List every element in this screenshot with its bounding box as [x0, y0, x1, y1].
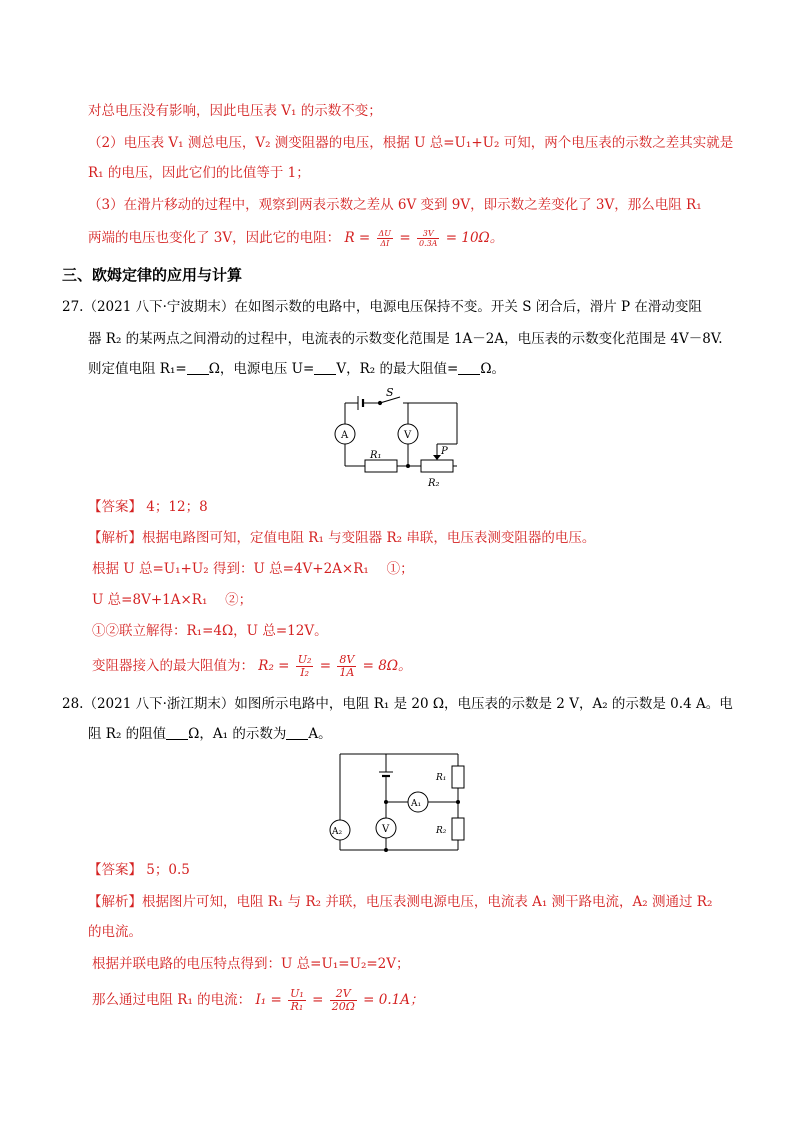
formula-result: = 0.1A；	[363, 992, 424, 1008]
switch-label: S	[386, 386, 394, 399]
answer-blank	[458, 360, 480, 375]
analysis-tag: 【解析】	[88, 530, 142, 546]
q27-analysis-3: U 总=8V+1A×R₁ ②；	[92, 592, 253, 608]
answer-text: 4；12；8	[146, 499, 208, 515]
r2-label: R₂	[428, 478, 440, 489]
answer-blank	[187, 360, 209, 375]
q27-analysis-1	[88, 528, 595, 548]
answer-tag: 【答案】	[88, 862, 142, 878]
a1-label: A₁	[411, 799, 422, 809]
formula-eq: =	[312, 992, 324, 1008]
q28-text-c: A。	[308, 726, 332, 742]
q27-answer	[88, 497, 208, 517]
q27-analysis-2: 根据 U 总=U₁+U₂ 得到：U 总=4V+2A×R₁ ①；	[92, 561, 414, 577]
a2-label: A₂	[332, 827, 343, 837]
fraction-den: 1A	[339, 666, 355, 679]
answer-text: 5；0.5	[146, 862, 190, 878]
q28-analysis-2: 的电流。	[88, 924, 142, 940]
q28-analysis-3: 根据并联电路的电压特点得到：U 总=U₁=U₂=2V；	[92, 956, 410, 972]
r1-label: R₁	[436, 773, 447, 783]
prev-line-5-text: 两端的电压也变化了 3V，因此它的电阻：	[88, 230, 341, 246]
r1-label: R₁	[370, 450, 382, 461]
fraction-values	[330, 988, 357, 1013]
fraction-den: ΔI	[380, 239, 390, 248]
q28-answer	[88, 860, 190, 880]
circuit-diagram-27	[300, 382, 470, 494]
fraction-values	[417, 229, 440, 248]
q27-text-b: Ω，电源电压 U=	[208, 361, 315, 377]
prev-line-1: 对总电压没有影响，因此电压表 V₁ 的示数不变；	[88, 103, 382, 119]
answer-blank	[286, 725, 308, 740]
fraction-symbols	[296, 654, 314, 679]
prev-line-5	[88, 228, 503, 248]
section-title: 三、欧姆定律的应用与计算	[62, 266, 243, 284]
q27-text-a: 则定值电阻 R₁=	[88, 361, 187, 377]
ammeter-label: A	[341, 430, 349, 441]
q27-analysis-5	[92, 654, 412, 679]
fraction-num: 8V	[339, 653, 355, 666]
q28-analysis-4	[92, 988, 423, 1013]
q27-text-d: Ω。	[480, 361, 506, 377]
q27-line-2: 器 R₂ 的某两点之间滑动的过程中，电流表的示数变化范围是 1A－2A，电压表的示数变化范围是 4V－8V.	[88, 331, 723, 347]
voltmeter-label: V	[404, 430, 412, 441]
fraction-delta	[377, 229, 394, 248]
fraction-num: U₁	[290, 987, 304, 1000]
analysis-text: 变阻器接入的最大阻值为：	[92, 658, 254, 674]
fraction-num: U₂	[297, 653, 312, 666]
analysis-text: 那么通过电阻 R₁ 的电流：	[92, 992, 252, 1008]
q27-analysis-4: ①②联立解得：R₁=4Ω，U 总=12V。	[92, 623, 328, 639]
formula-eq: =	[399, 230, 411, 246]
formula-result: = 10Ω。	[445, 230, 504, 246]
fraction-den: R₁	[290, 1000, 304, 1013]
fraction-den: 0.3A	[418, 239, 438, 248]
formula-lhs: I₁ =	[255, 992, 282, 1008]
r2-label: R₂	[436, 826, 447, 836]
q28-line-1: 28.（2021 八下·浙江期末）如图所示电路中，电阻 R₁ 是 20 Ω，电压表的示数是 2 V，A₂ 的示数是 0.4 A。电	[62, 696, 733, 712]
q28-text-a: 阻 R₂ 的阻值	[88, 726, 167, 742]
prev-line-3: R₁ 的电压，因此它们的比值等于 1；	[88, 165, 310, 181]
q28-text-b: Ω，A₁ 的示数为	[188, 726, 287, 742]
analysis-text: 根据电路图可知，定值电阻 R₁ 与变阻器 R₂ 串联，电压表测变阻器的电压。	[142, 530, 596, 546]
formula-eq: =	[319, 658, 332, 674]
answer-blank	[166, 725, 188, 740]
q27-line-3	[88, 359, 505, 379]
circuit-diagram-28	[322, 750, 472, 854]
formula-lhs: R₂ =	[258, 658, 290, 674]
fraction-num: 2V	[330, 988, 357, 1001]
q28-analysis-1	[88, 892, 712, 912]
q27-line-1: 27.（2021 八下·宁波期末）在如图示数的电路中，电源电压保持不变。开关 S 闭合后，滑片 P 在滑动变阻	[62, 299, 702, 315]
answer-tag: 【答案】	[88, 499, 142, 515]
slider-p-label: P	[441, 446, 448, 457]
fraction-values	[337, 654, 356, 679]
q28-line-2	[88, 724, 332, 744]
fraction-den: 20Ω	[331, 1000, 355, 1013]
fraction-num: ΔU	[378, 229, 392, 238]
formula-result: = 8Ω。	[362, 658, 412, 674]
fraction-den: I₂	[300, 666, 309, 679]
fraction-symbols	[288, 988, 306, 1013]
fraction-num: 3V	[417, 229, 440, 239]
prev-line-4: （3）在滑片移动的过程中，观察到两表示数之差从 6V 变到 9V，即示数之差变化了 3V，那么电阻 R₁	[88, 197, 702, 213]
analysis-tag: 【解析】	[88, 894, 142, 910]
analysis-text: 根据图片可知，电阻 R₁ 与 R₂ 并联，电压表测电源电压，电流表 A₁ 测干路电流，A₂ 测通过 R₂	[142, 894, 713, 910]
voltmeter-label: V	[382, 824, 390, 835]
formula-lhs: R =	[344, 230, 371, 246]
answer-blank	[314, 360, 336, 375]
prev-line-2: （2）电压表 V₁ 测总电压，V₂ 测变阻器的电压，根据 U 总=U₁+U₂ 可知，两个电压表的示数之差其实就是	[88, 135, 734, 151]
q27-text-c: V，R₂ 的最大阻值=	[336, 361, 459, 377]
